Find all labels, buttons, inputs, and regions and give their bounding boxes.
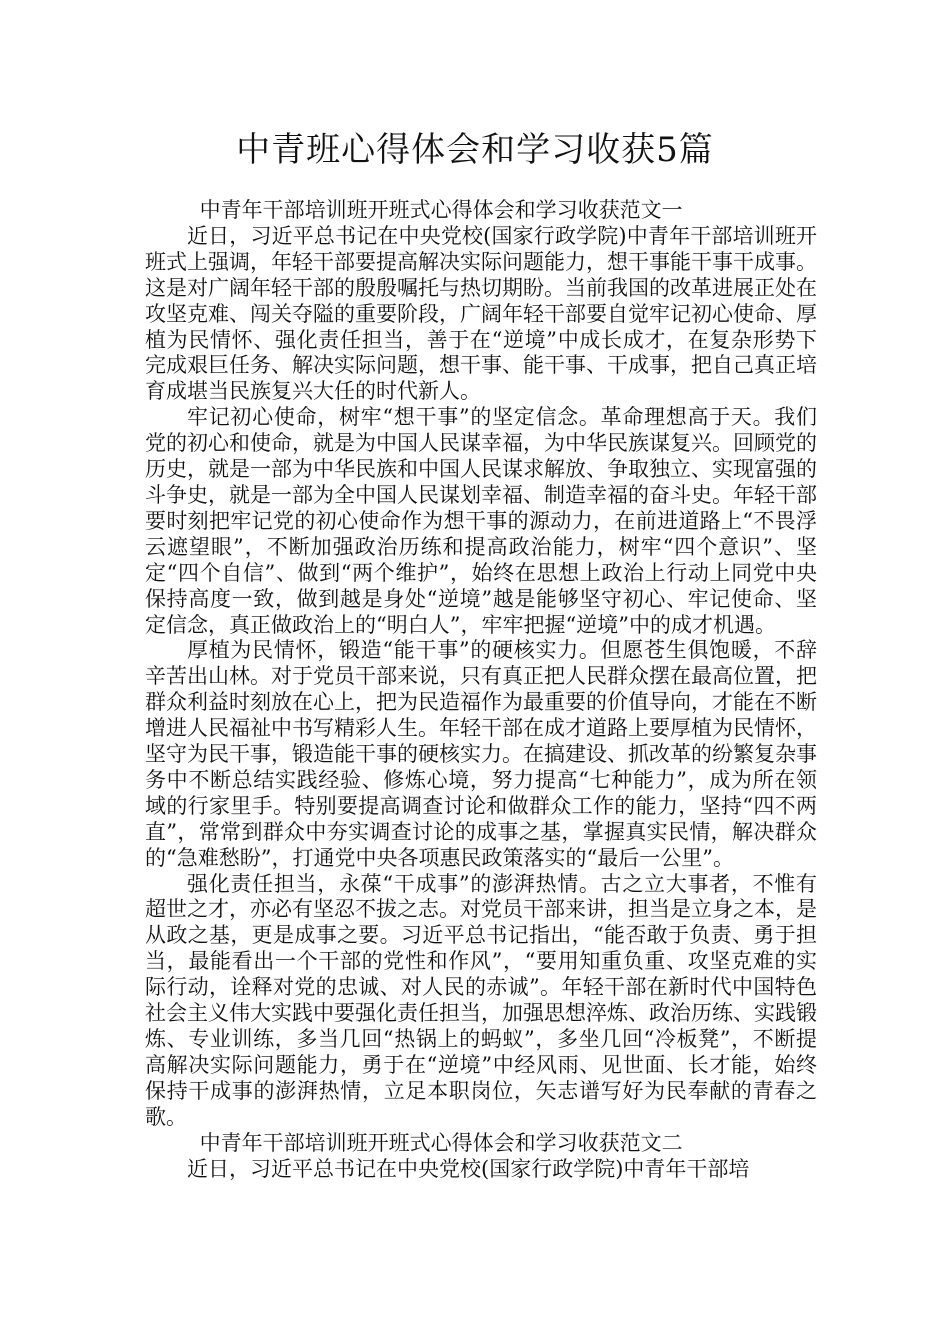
paragraph-initial-mission: 牢记初心使命，树牢“想干事”的坚定信念。革命理想高于天。我们党的初心和使命，就是为中国人民谋幸福，为中华民族谋复兴。回顾党的历史，就是一部为中华民族和中国人民谋求解放、争取独立、实现富强的斗争史，就是一部为全中国人民谋划幸福、制造幸福的奋斗史。年轻干部要时刻把牢记党的初心使命作为想干事的源动力，在前进道路上“不畏浮云遮望眼”，不断加强政治历练和提高政治能力，树牢“四个意识”、坚定“四个自信”、做到“两个维护”，始终在思想上政治上行动上同党中央保持高度一致，做到越是身处“逆境”越是能够坚守初心、牢记使命、坚定信念，真正做政治上的“明白人”，牢牢把握“逆境”中的成才机遇。: [145, 405, 817, 637]
paragraph-intro: 近日，习近平总书记在中央党校(国家行政学院)中青年干部培训班开班式上强调，年轻干部要提高解决实际问题能力，想干事能干事干成事。这是对广阔年轻干部的殷殷嘱托与热切期盼。当前我国的改革进展正处在攻坚克难、闯关夺隘的重要阶段，广阔年轻干部要自觉牢记初心使命、厚植为民情怀、强化责任担当，善于在“逆境”中成长成才，在复杂形势下完成艰巨任务、解决实际问题，想干事、能干事、干成事，把自己真正培育成堪当民族复兴大任的时代新人。: [145, 223, 817, 404]
paragraph-people-sentiment: 厚植为民情怀，锻造“能干事”的硬核实力。但愿苍生俱饱暖，不辞辛苦出山林。对于党员干部来说，只有真正把人民群众摆在最高位置，把群众利益时刻放在心上，把为民造福作为最重要的价值导向，才能在不断增进人民福祉中书写精彩人生。年轻干部在成才道路上要厚植为民情怀，坚守为民干事，锻造能干事的硬核实力。在搞建设、抓改革的纷繁复杂事务中不断总结实践经验、修炼心境，努力提高“七种能力”，成为所在领域的行家里手。特别要提高调查讨论和做群众工作的能力，坚持“四不两直”，常常到群众中夯实调查讨论的成事之基，掌握真实民情，解决群众的“急难愁盼”，打通党中央各项惠民政策落实的“最后一公里”。: [145, 638, 817, 870]
section-heading-2: 中青年干部培训班开班式心得体会和学习收获范文二: [199, 1130, 683, 1155]
section-heading-1: 中青年干部培训班开班式心得体会和学习收获范文一: [199, 198, 683, 222]
paragraph-responsibility: 强化责任担当，永葆“干成事”的澎湃热情。古之立大事者，不惟有超世之才，亦必有坚忍不拔之志。对党员干部来讲，担当是立身之本，是从政之基，更是成事之要。习近平总书记指出，“能否敢于负责、勇于担当，最能看出一个干部的党性和作风”，“要用知重负重、攻坚克难的实际行动，诠释对党的忠诚、对人民的赤诚”。年轻干部在新时代中国特色社会主义伟大实践中要强化责任担当，加强思想淬炼、政治历练、实践锻炼、专业训练，多当几回“热锅上的蚂蚁”，多坐几回“冷板凳”，不断提高解决实际问题能力，勇于在“逆境”中经风雨、见世面、长才能，始终保持干成事的澎湃热情，立足本职岗位，矢志谱写好为民奉献的青春之歌。: [145, 871, 817, 1129]
paragraph-second-intro: 近日，习近平总书记在中央党校(国家行政学院)中青年干部培: [187, 1156, 750, 1181]
document-title: 中青班心得体会和学习收获5篇: [236, 130, 714, 170]
document-body: [145, 198, 817, 1182]
